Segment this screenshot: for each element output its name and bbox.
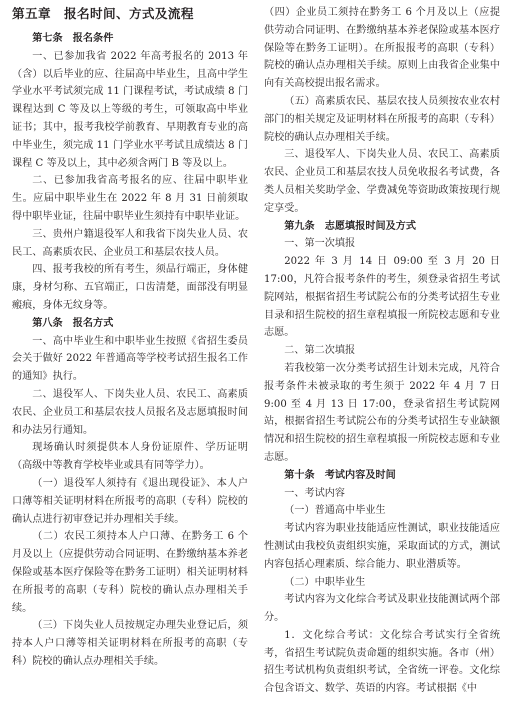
paragraph: 一、第一次填报 (284, 238, 356, 250)
right-column (264, 4, 500, 698)
paragraph: 一、考试内容 (284, 487, 346, 499)
paragraph: 一、高中毕业生和中职毕业生按照《省招生委员会关于做好 2022 年普通高等学校考试招生报名工作的通知》执行。 (12, 335, 248, 383)
paragraph: （三）下岗失业人员按规定办理失业登记后，须持本人户口薄等相关证明材料在所报考的高职（专科）院校的确认点办理相关手续。 (12, 620, 248, 667)
paragraph: 二、第二次填报 (284, 345, 356, 357)
paragraph: 一、已参加我省 2022 年高考报名的 2013 年（含）以后毕业的应、往届高中毕业生，且高中学生学业水平考试须完成 11 门课程考试，考试成绩 8 门课程达到 C 等及以上等级的考生，可领取高中毕业证书；其中，报考我校学前教育、早期教育专业的高中毕业生，须完成 11 门学业水平考试且成绩达 8 门课程 C 等及以上，其中必须含两门 B 等及以上。 (12, 50, 248, 169)
paragraph: （五）高素质农民、基层农技人员须按农业农村部门的相关规定及证明材料在所报考的高职（专科）院校的确认点办理相关手续。 (264, 95, 500, 143)
article-heading: 第九条 志愿填报时间及方式 (284, 220, 417, 232)
paragraph: 二、退役军人、下岗失业人员、农民工、高素质农民、企业员工和基层农技人员报名及志愿填报时间和办法另行通知。 (12, 388, 248, 436)
paragraph: （一）退役军人须持有《退出现役证》、本人户口薄等相关证明材料在所报考的高职（专科）院校的确认点进行初审登记并办理相关手续。 (12, 477, 248, 525)
paragraph: （二）中职毕业生 (284, 576, 366, 588)
paragraph: 二、已参加我省高考报名的应、往届中职毕业生。应届中职毕业生在 2022 年 8 月 31 日前须取得中职毕业证，往届中职毕业生须持有中职毕业证。 (12, 175, 248, 222)
paragraph: （一）普通高中毕业生 (284, 505, 386, 517)
paragraph: 1．文化综合考试：文化综合考试实行全省统考，省招生考试院负责命题的组织实施。各市（州）招生考试机构负责组织考试，全省统一评卷。文化综合包含语文、数学、英语的内容。考试根据《中 (264, 629, 500, 695)
paragraph: 若我校第一次分类考试招生计划未完成，凡符合报考条件未被录取的考生须于 2022 年 4 月 7 日 9:00 至 4 月 13 日 17:00，登录省招生考试院网站，根据省招生考试院公布的分类考试招生专业缺额情况和招生院校的招生章程填报一所院校志愿和专业志愿。 (264, 362, 500, 463)
paragraph: 考试内容为文化综合考试及职业技能测试两个部分。 (264, 594, 500, 624)
paragraph: （二）农民工须持本人户口薄、在黔务工 6 个月及以上（应提供劳动合同证明、在黔缴纳基本养老保险或基本医疗保险等在黔务工证明）相关证明材料在所报考的高职（专科）院校的确认点办理相关手续。 (12, 531, 248, 614)
article-heading: 第十条 考试内容及时间 (284, 469, 396, 481)
paragraph: 三、退役军人、下岗失业人员、农民工、高素质农民、企业员工和基层农技人员免收报名考试费，各类人员相关奖助学金、学费减免等资助政策按现行规定享受。 (264, 149, 500, 214)
paragraph: （四）企业员工须持在黔务工 6 个月及以上（应提供劳动合同证明、在黔缴纳基本养老保险或基本医疗保险等在黔务工证明）。在所报报考的高职（专科）院校的确认点办理相关手续。原则上由我省企业集中向有关高校提出报名需求。 (264, 7, 500, 90)
article-heading: 第八条 报名方式 (32, 317, 114, 329)
paragraph: 现场确认时须提供本人身份证原件、学历证明（高级中等教育学校毕业或具有同等学力）。 (12, 442, 248, 472)
article-heading: 第七条 报名条件 (32, 33, 114, 44)
paragraph: 考试内容为职业技能适应性测试，职业技能适应性测试由我校负责组织实施，采取面试的方式，测试内容包括心理素质、综合能力、职业潜质等。 (264, 523, 500, 570)
paragraph: 三、贵州户籍退役军人和我省下岗失业人员、农民工、高素质农民、企业员工和基层农技人员。 (12, 228, 248, 258)
paragraph: 四、报考我校的所有考生，须品行端正，身体健康，身材匀称、五官端正，口齿清楚，面部没有明显瘢痕，身体无纹身等。 (12, 264, 248, 311)
left-column (12, 4, 248, 671)
chapter-title: 第五章 报名时间、方式及流程 (12, 6, 194, 21)
paragraph: 2022 年 3 月 14 日 09:00 至 3 月 20 日 17:00，凡符合报考条件的考生，须登录省招生考试院网站，根据省招生考试院公布的分类考试招生专业目录和招生院校的招生章程填报一所院校志愿和专业志愿。 (264, 256, 500, 339)
